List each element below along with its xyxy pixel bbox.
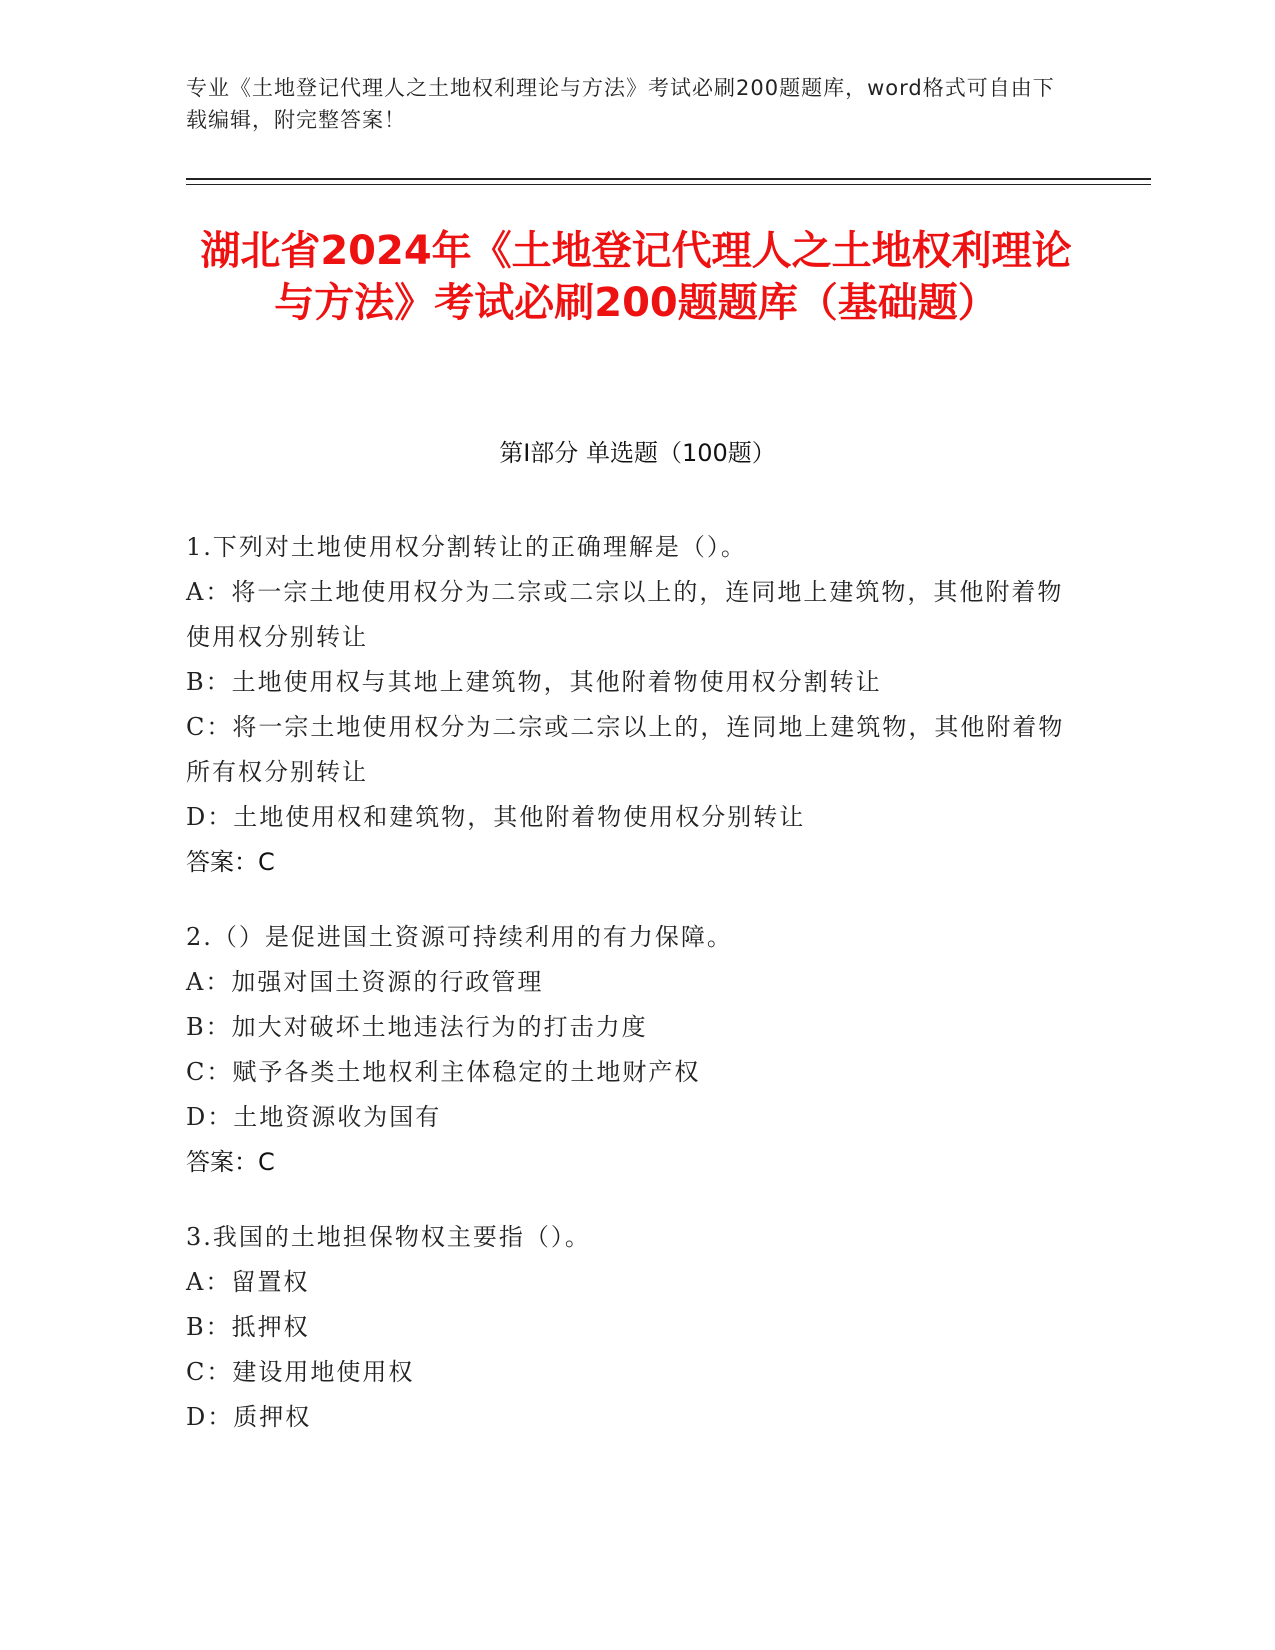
option-d: D：土地资源收为国有 [186, 1103, 442, 1131]
answer: 答案：C [186, 848, 275, 876]
option-c: C：赋予各类土地权利主体稳定的土地财产权 [186, 1058, 701, 1086]
header-rule-thick [186, 178, 1151, 180]
option-b: B：抵押权 [186, 1313, 310, 1341]
question-stem: 1.下列对土地使用权分割转让的正确理解是（）。 [186, 533, 747, 561]
option-a: A：加强对国土资源的行政管理 [186, 968, 544, 996]
question-list [186, 525, 1076, 1470]
question-1 [186, 525, 1076, 885]
option-b: B：加大对破坏土地违法行为的打击力度 [186, 1013, 648, 1041]
question-stem: 2.（）是促进国土资源可持续利用的有力保障。 [186, 923, 733, 951]
answer: 答案：C [186, 1148, 275, 1176]
option-b: B：土地使用权与其地上建筑物，其他附着物使用权分割转让 [186, 668, 882, 696]
header-note: 专业《土地登记代理人之土地权利理论与方法》考试必刷200题题库，word格式可自由下载编辑，附完整答案！ [186, 76, 1055, 132]
option-d: D：质押权 [186, 1403, 312, 1431]
document-title: 湖北省2024年《土地登记代理人之土地权利理论与方法》考试必刷200题题库（基础题） [200, 228, 1072, 326]
question-3 [186, 1215, 1076, 1440]
question-stem: 3.我国的土地担保物权主要指（）。 [186, 1223, 591, 1251]
option-c: C：建设用地使用权 [186, 1358, 415, 1386]
header-rule-thin [186, 184, 1151, 185]
option-a: A：留置权 [186, 1268, 310, 1296]
option-a: A：将一宗土地使用权分为二宗或二宗以上的，连同地上建筑物，其他附着物使用权分别转让 [186, 578, 1064, 651]
section-heading: 第I部分 单选题（100题） [499, 439, 776, 467]
option-c: C：将一宗土地使用权分为二宗或二宗以上的，连同地上建筑物，其他附着物所有权分别转让 [186, 713, 1065, 786]
option-d: D：土地使用权和建筑物，其他附着物使用权分别转让 [186, 803, 806, 831]
question-2 [186, 915, 1076, 1185]
